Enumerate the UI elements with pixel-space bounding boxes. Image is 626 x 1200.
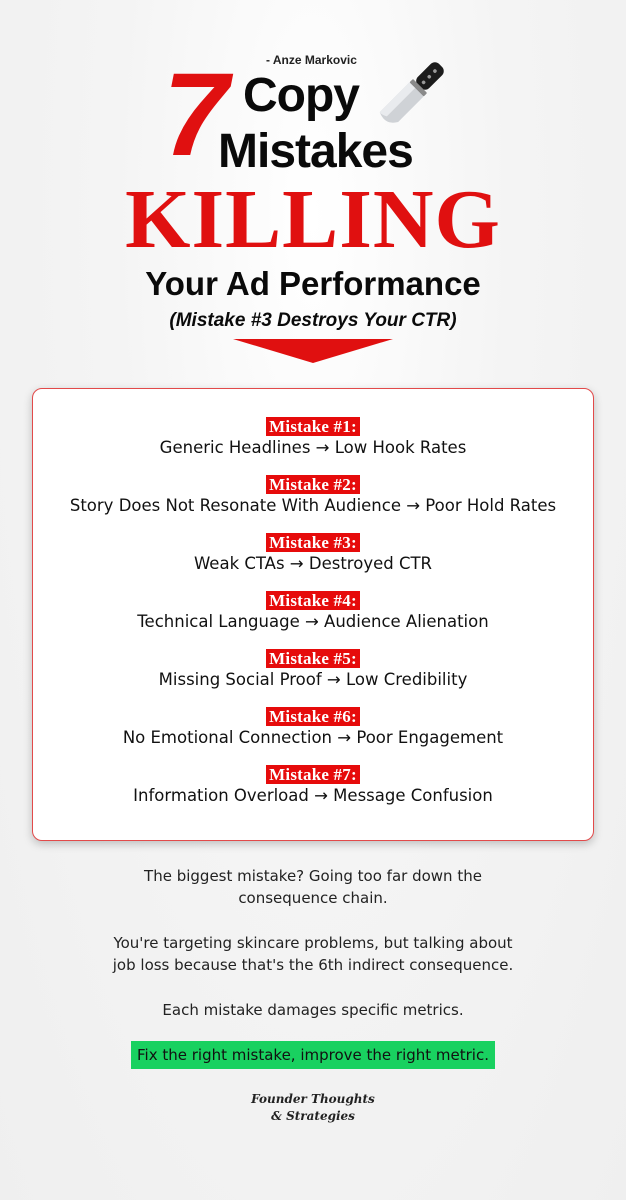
mistake-item-6 bbox=[33, 707, 593, 749]
body-text-line: consequence chain. bbox=[238, 889, 388, 907]
kitchen-knife-icon bbox=[372, 52, 454, 134]
brand-signature bbox=[0, 1091, 626, 1125]
mistake-item-4 bbox=[33, 591, 593, 633]
mistake-badge: Mistake #3: bbox=[266, 533, 360, 552]
headline-number: 7 bbox=[163, 49, 227, 181]
body-text-line: You're targeting skincare problems, but talking about bbox=[113, 934, 513, 952]
headline-copy: Copy bbox=[243, 69, 359, 122]
mistake-item-2 bbox=[33, 475, 593, 517]
mistake-item-3 bbox=[33, 533, 593, 575]
mistake-badge: Mistake #2: bbox=[266, 475, 360, 494]
headline-subnote: (Mistake #3 Destroys Your CTR) bbox=[169, 310, 457, 331]
body-paragraph-1 bbox=[0, 865, 626, 909]
mistake-description: Missing Social Proof → Low Credibility bbox=[158, 670, 468, 689]
brand-line-1: Founder Thoughts bbox=[251, 1092, 375, 1106]
highlight-callout: Fix the right mistake, improve the right metric. bbox=[131, 1041, 495, 1069]
mistake-badge: Mistake #1: bbox=[266, 417, 360, 436]
mistake-item-1 bbox=[33, 417, 593, 459]
mistake-item-5 bbox=[33, 649, 593, 691]
body-text-line: job loss because that's the 6th indirect consequence. bbox=[112, 956, 514, 974]
mistake-description: Weak CTAs → Destroyed CTR bbox=[193, 554, 433, 573]
mistake-badge: Mistake #6: bbox=[266, 707, 360, 726]
body-paragraph-3 bbox=[0, 999, 626, 1021]
mistake-description: Technical Language → Audience Alienation bbox=[137, 612, 489, 631]
mistake-description: Story Does Not Resonate With Audience → Poor Hold Rates bbox=[69, 496, 557, 515]
highlight-callout-wrap bbox=[0, 1041, 626, 1069]
mistake-badge: Mistake #4: bbox=[266, 591, 360, 610]
body-paragraph-2 bbox=[0, 932, 626, 976]
mistake-badge: Mistake #7: bbox=[266, 765, 360, 784]
body-text-line: The biggest mistake? Going too far down the bbox=[144, 867, 482, 885]
mistake-description: Information Overload → Message Confusion bbox=[133, 786, 493, 805]
mistake-item-7 bbox=[33, 765, 593, 807]
brand-line-2: & Strategies bbox=[271, 1109, 355, 1123]
headline-subtitle: Your Ad Performance bbox=[145, 265, 481, 302]
mistake-description: No Emotional Connection → Poor Engagement bbox=[122, 728, 504, 747]
headline-mistakes: Mistakes bbox=[218, 125, 413, 178]
author-credit: - Anze Markovic bbox=[266, 53, 357, 67]
down-arrow-icon bbox=[233, 339, 393, 363]
body-text-line: Each mistake damages specific metrics. bbox=[162, 1001, 464, 1019]
mistakes-card bbox=[32, 388, 594, 841]
mistake-badge: Mistake #5: bbox=[266, 649, 360, 668]
mistake-description: Generic Headlines → Low Hook Rates bbox=[159, 438, 467, 457]
headline-killing: KILLING bbox=[125, 173, 501, 266]
